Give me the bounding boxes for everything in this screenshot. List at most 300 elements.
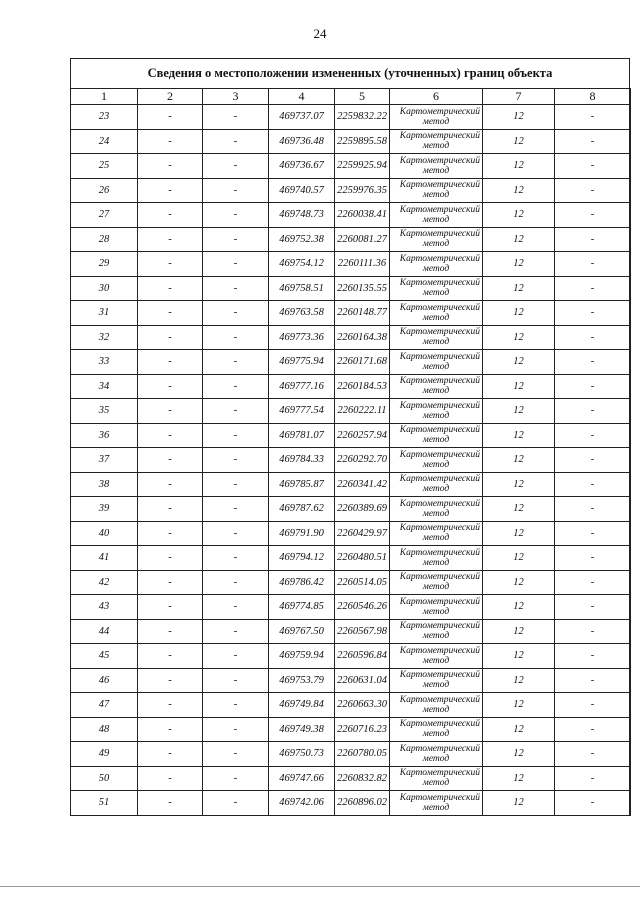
point-number-cell: 44 (71, 619, 138, 644)
column-header-1: 1 (71, 89, 138, 105)
method-line-1: Картометрический (399, 523, 480, 534)
method-line-2: метод (422, 582, 450, 593)
point-number-cell: 27 (71, 203, 138, 228)
column-2-cell: - (138, 105, 203, 130)
accuracy-cell: 12 (483, 129, 555, 154)
column-3-cell: - (203, 178, 269, 203)
column-8-cell: - (555, 717, 631, 742)
column-3-cell: - (203, 154, 269, 179)
column-3-cell: - (203, 595, 269, 620)
y-coordinate-cell: 2260148.77 (335, 301, 390, 326)
method-line-2: метод (422, 484, 450, 495)
method-line-2: метод (422, 312, 450, 323)
method-line-2: метод (422, 508, 450, 519)
point-number-cell: 31 (71, 301, 138, 326)
method-cell (390, 595, 483, 620)
column-2-cell: - (138, 791, 203, 816)
column-3-cell: - (203, 276, 269, 301)
method-line-2: метод (422, 778, 450, 789)
point-number-cell: 46 (71, 668, 138, 693)
column-8-cell: - (555, 301, 631, 326)
y-coordinate-cell: 2260896.02 (335, 791, 390, 816)
point-number-cell: 49 (71, 742, 138, 767)
point-number-cell: 25 (71, 154, 138, 179)
column-3-cell: - (203, 766, 269, 791)
column-8-cell: - (555, 325, 631, 350)
x-coordinate-cell: 469786.42 (269, 570, 335, 595)
method-line-2: метод (422, 557, 450, 568)
point-number-cell: 48 (71, 717, 138, 742)
method-line-1: Картометрический (399, 376, 480, 387)
method-line-1: Картометрический (399, 400, 480, 411)
column-8-cell: - (555, 423, 631, 448)
column-8-cell: - (555, 227, 631, 252)
column-header-6: 6 (390, 89, 483, 105)
method-line-1: Картометрический (399, 351, 480, 362)
table-row (71, 448, 631, 473)
accuracy-cell: 12 (483, 644, 555, 669)
method-line-2: метод (422, 680, 450, 691)
x-coordinate-cell: 469747.66 (269, 766, 335, 791)
method-cell (390, 693, 483, 718)
column-3-cell: - (203, 717, 269, 742)
x-coordinate-cell: 469753.79 (269, 668, 335, 693)
point-number-cell: 39 (71, 497, 138, 522)
column-2-cell: - (138, 644, 203, 669)
method-cell (390, 374, 483, 399)
point-number-cell: 50 (71, 766, 138, 791)
method-line-1: Картометрический (399, 547, 480, 558)
page-number: 24 (313, 26, 327, 41)
column-8-cell: - (555, 399, 631, 424)
method-line-1: Картометрический (399, 621, 480, 632)
y-coordinate-cell: 2260596.84 (335, 644, 390, 669)
method-line-1: Картометрический (399, 768, 480, 779)
method-cell (390, 742, 483, 767)
column-header-3: 3 (203, 89, 269, 105)
method-cell (390, 399, 483, 424)
column-3-cell: - (203, 791, 269, 816)
y-coordinate-cell: 2260780.05 (335, 742, 390, 767)
table-title: Сведения о местоположении измененных (уточненных) границ объекта (147, 66, 553, 80)
x-coordinate-cell: 469787.62 (269, 497, 335, 522)
method-line-1: Картометрический (399, 743, 480, 754)
method-line-2: метод (422, 655, 450, 666)
table-row (71, 423, 631, 448)
column-8-cell: - (555, 546, 631, 571)
method-line-1: Картометрический (399, 449, 480, 460)
method-line-1: Картометрический (399, 596, 480, 607)
y-coordinate-cell: 2260171.68 (335, 350, 390, 375)
column-2-cell: - (138, 252, 203, 277)
table-row (71, 742, 631, 767)
column-8-cell: - (555, 252, 631, 277)
method-line-2: метод (422, 533, 450, 544)
method-line-1: Картометрический (399, 131, 480, 142)
point-number-cell: 43 (71, 595, 138, 620)
column-3-cell: - (203, 472, 269, 497)
column-2-cell: - (138, 301, 203, 326)
column-3-cell: - (203, 619, 269, 644)
column-8-cell: - (555, 472, 631, 497)
column-8-cell: - (555, 570, 631, 595)
method-line-2: метод (422, 606, 450, 617)
method-cell (390, 325, 483, 350)
x-coordinate-cell: 469767.50 (269, 619, 335, 644)
column-2-cell: - (138, 178, 203, 203)
method-line-2: метод (422, 214, 450, 225)
method-line-2: метод (422, 802, 450, 813)
column-3-cell: - (203, 521, 269, 546)
column-3-cell: - (203, 399, 269, 424)
table-row (71, 595, 631, 620)
column-3-cell: - (203, 252, 269, 277)
point-number-cell: 23 (71, 105, 138, 130)
method-line-1: Картометрический (399, 498, 480, 509)
y-coordinate-cell: 2260546.26 (335, 595, 390, 620)
column-2-cell: - (138, 668, 203, 693)
x-coordinate-cell: 469773.36 (269, 325, 335, 350)
method-line-1: Картометрический (399, 425, 480, 436)
column-8-cell: - (555, 129, 631, 154)
method-cell (390, 276, 483, 301)
y-coordinate-cell: 2260111.36 (335, 252, 390, 277)
table-row (71, 301, 631, 326)
method-cell (390, 619, 483, 644)
table-row (71, 766, 631, 791)
method-line-2: метод (422, 435, 450, 446)
column-2-cell: - (138, 325, 203, 350)
method-cell (390, 178, 483, 203)
y-coordinate-cell: 2260341.42 (335, 472, 390, 497)
accuracy-cell: 12 (483, 693, 555, 718)
accuracy-cell: 12 (483, 521, 555, 546)
accuracy-cell: 12 (483, 448, 555, 473)
point-number-cell: 33 (71, 350, 138, 375)
accuracy-cell: 12 (483, 546, 555, 571)
table-row (71, 521, 631, 546)
x-coordinate-cell: 469785.87 (269, 472, 335, 497)
column-2-cell: - (138, 570, 203, 595)
y-coordinate-cell: 2260832.82 (335, 766, 390, 791)
x-coordinate-cell: 469775.94 (269, 350, 335, 375)
table-row (71, 644, 631, 669)
method-line-1: Картометрический (399, 719, 480, 730)
method-line-1: Картометрический (399, 792, 480, 803)
x-coordinate-cell: 469736.48 (269, 129, 335, 154)
method-cell (390, 203, 483, 228)
point-number-cell: 36 (71, 423, 138, 448)
table-row (71, 154, 631, 179)
accuracy-cell: 12 (483, 423, 555, 448)
accuracy-cell: 12 (483, 717, 555, 742)
y-coordinate-cell: 2260292.70 (335, 448, 390, 473)
method-cell (390, 521, 483, 546)
y-coordinate-cell: 2260081.27 (335, 227, 390, 252)
point-number-cell: 28 (71, 227, 138, 252)
point-number-cell: 29 (71, 252, 138, 277)
column-8-cell: - (555, 595, 631, 620)
x-coordinate-cell: 469791.90 (269, 521, 335, 546)
method-line-1: Картометрический (399, 155, 480, 166)
column-8-cell: - (555, 668, 631, 693)
y-coordinate-cell: 2260429.97 (335, 521, 390, 546)
column-2-cell: - (138, 497, 203, 522)
method-cell (390, 668, 483, 693)
accuracy-cell: 12 (483, 399, 555, 424)
y-coordinate-cell: 2260135.55 (335, 276, 390, 301)
method-cell (390, 350, 483, 375)
table-row (71, 105, 631, 130)
x-coordinate-cell: 469784.33 (269, 448, 335, 473)
accuracy-cell: 12 (483, 252, 555, 277)
column-2-cell: - (138, 766, 203, 791)
column-2-cell: - (138, 521, 203, 546)
column-3-cell: - (203, 693, 269, 718)
y-coordinate-cell: 2260514.05 (335, 570, 390, 595)
column-2-cell: - (138, 619, 203, 644)
point-number-cell: 40 (71, 521, 138, 546)
column-3-cell: - (203, 668, 269, 693)
method-line-2: метод (422, 141, 450, 152)
column-8-cell: - (555, 521, 631, 546)
method-line-1: Картометрический (399, 204, 480, 215)
table-row (71, 374, 631, 399)
column-8-cell: - (555, 791, 631, 816)
coordinates-table (70, 88, 631, 816)
method-line-2: метод (422, 729, 450, 740)
column-3-cell: - (203, 423, 269, 448)
x-coordinate-cell: 469794.12 (269, 546, 335, 571)
y-coordinate-cell: 2260663.30 (335, 693, 390, 718)
table-row (71, 252, 631, 277)
column-2-cell: - (138, 154, 203, 179)
method-line-2: метод (422, 410, 450, 421)
x-coordinate-cell: 469742.06 (269, 791, 335, 816)
x-coordinate-cell: 469750.73 (269, 742, 335, 767)
x-coordinate-cell: 469748.73 (269, 203, 335, 228)
column-2-cell: - (138, 742, 203, 767)
column-3-cell: - (203, 742, 269, 767)
column-2-cell: - (138, 595, 203, 620)
method-line-2: метод (422, 165, 450, 176)
column-3-cell: - (203, 129, 269, 154)
method-line-1: Картометрический (399, 278, 480, 289)
y-coordinate-cell: 2260184.53 (335, 374, 390, 399)
accuracy-cell: 12 (483, 325, 555, 350)
column-3-cell: - (203, 546, 269, 571)
x-coordinate-cell: 469736.67 (269, 154, 335, 179)
accuracy-cell: 12 (483, 105, 555, 130)
method-line-1: Картометрический (399, 645, 480, 656)
point-number-cell: 35 (71, 399, 138, 424)
table-row (71, 227, 631, 252)
column-3-cell: - (203, 448, 269, 473)
accuracy-cell: 12 (483, 178, 555, 203)
x-coordinate-cell: 469754.12 (269, 252, 335, 277)
column-3-cell: - (203, 350, 269, 375)
point-number-cell: 37 (71, 448, 138, 473)
column-8-cell: - (555, 154, 631, 179)
method-line-2: метод (422, 361, 450, 372)
x-coordinate-cell: 469759.94 (269, 644, 335, 669)
method-cell (390, 497, 483, 522)
method-line-2: метод (422, 239, 450, 250)
column-3-cell: - (203, 105, 269, 130)
point-number-cell: 34 (71, 374, 138, 399)
bottom-rule (0, 886, 640, 887)
y-coordinate-cell: 2260716.23 (335, 717, 390, 742)
table-row (71, 791, 631, 816)
accuracy-cell: 12 (483, 497, 555, 522)
method-line-1: Картометрический (399, 253, 480, 264)
accuracy-cell: 12 (483, 227, 555, 252)
table-row (71, 472, 631, 497)
column-2-cell: - (138, 203, 203, 228)
column-header-8: 8 (555, 89, 631, 105)
method-line-2: метод (422, 190, 450, 201)
column-2-cell: - (138, 227, 203, 252)
column-8-cell: - (555, 105, 631, 130)
method-line-2: метод (422, 704, 450, 715)
column-8-cell: - (555, 178, 631, 203)
method-cell (390, 472, 483, 497)
point-number-cell: 32 (71, 325, 138, 350)
table-row (71, 178, 631, 203)
method-line-2: метод (422, 288, 450, 299)
x-coordinate-cell: 469774.85 (269, 595, 335, 620)
method-cell (390, 129, 483, 154)
method-cell (390, 791, 483, 816)
accuracy-cell: 12 (483, 472, 555, 497)
y-coordinate-cell: 2260038.41 (335, 203, 390, 228)
column-2-cell: - (138, 374, 203, 399)
method-cell (390, 252, 483, 277)
table-row (71, 570, 631, 595)
accuracy-cell: 12 (483, 766, 555, 791)
point-number-cell: 24 (71, 129, 138, 154)
column-8-cell: - (555, 203, 631, 228)
method-line-1: Картометрический (399, 670, 480, 681)
column-3-cell: - (203, 227, 269, 252)
column-2-cell: - (138, 472, 203, 497)
method-line-2: метод (422, 386, 450, 397)
column-3-cell: - (203, 203, 269, 228)
method-cell (390, 448, 483, 473)
method-line-1: Картометрический (399, 106, 480, 117)
y-coordinate-cell: 2260389.69 (335, 497, 390, 522)
y-coordinate-cell: 2260631.04 (335, 668, 390, 693)
table-row (71, 325, 631, 350)
column-8-cell: - (555, 497, 631, 522)
table-row (71, 276, 631, 301)
table-row (71, 619, 631, 644)
column-header-4: 4 (269, 89, 335, 105)
x-coordinate-cell: 469758.51 (269, 276, 335, 301)
column-8-cell: - (555, 448, 631, 473)
accuracy-cell: 12 (483, 668, 555, 693)
table-row (71, 668, 631, 693)
column-2-cell: - (138, 546, 203, 571)
point-number-cell: 42 (71, 570, 138, 595)
method-cell (390, 227, 483, 252)
accuracy-cell: 12 (483, 301, 555, 326)
accuracy-cell: 12 (483, 203, 555, 228)
x-coordinate-cell: 469763.58 (269, 301, 335, 326)
x-coordinate-cell: 469752.38 (269, 227, 335, 252)
y-coordinate-cell: 2259895.58 (335, 129, 390, 154)
accuracy-cell: 12 (483, 374, 555, 399)
table-row (71, 717, 631, 742)
accuracy-cell: 12 (483, 154, 555, 179)
column-3-cell: - (203, 374, 269, 399)
column-2-cell: - (138, 129, 203, 154)
point-number-cell: 47 (71, 693, 138, 718)
x-coordinate-cell: 469749.38 (269, 717, 335, 742)
method-cell (390, 766, 483, 791)
column-header-5: 5 (335, 89, 390, 105)
method-line-2: метод (422, 631, 450, 642)
column-8-cell: - (555, 276, 631, 301)
table-row (71, 546, 631, 571)
accuracy-cell: 12 (483, 742, 555, 767)
column-header-2: 2 (138, 89, 203, 105)
y-coordinate-cell: 2259976.35 (335, 178, 390, 203)
method-line-1: Картометрический (399, 180, 480, 191)
x-coordinate-cell: 469777.54 (269, 399, 335, 424)
x-coordinate-cell: 469737.07 (269, 105, 335, 130)
point-number-cell: 26 (71, 178, 138, 203)
x-coordinate-cell: 469781.07 (269, 423, 335, 448)
column-2-cell: - (138, 717, 203, 742)
column-8-cell: - (555, 374, 631, 399)
accuracy-cell: 12 (483, 570, 555, 595)
table-header-row (71, 89, 631, 105)
column-2-cell: - (138, 693, 203, 718)
y-coordinate-cell: 2260164.38 (335, 325, 390, 350)
method-line-2: метод (422, 337, 450, 348)
method-cell (390, 717, 483, 742)
method-line-1: Картометрический (399, 302, 480, 313)
column-8-cell: - (555, 619, 631, 644)
accuracy-cell: 12 (483, 350, 555, 375)
point-number-cell: 45 (71, 644, 138, 669)
point-number-cell: 41 (71, 546, 138, 571)
point-number-cell: 51 (71, 791, 138, 816)
method-line-1: Картометрический (399, 694, 480, 705)
method-line-2: метод (422, 116, 450, 127)
column-3-cell: - (203, 570, 269, 595)
column-3-cell: - (203, 497, 269, 522)
y-coordinate-cell: 2259832.22 (335, 105, 390, 130)
column-8-cell: - (555, 644, 631, 669)
y-coordinate-cell: 2259925.94 (335, 154, 390, 179)
column-8-cell: - (555, 693, 631, 718)
method-line-1: Картометрический (399, 327, 480, 338)
x-coordinate-cell: 469749.84 (269, 693, 335, 718)
column-2-cell: - (138, 423, 203, 448)
method-line-2: метод (422, 459, 450, 470)
method-cell (390, 423, 483, 448)
column-2-cell: - (138, 350, 203, 375)
table-row (71, 399, 631, 424)
accuracy-cell: 12 (483, 791, 555, 816)
table-row (71, 129, 631, 154)
point-number-cell: 30 (71, 276, 138, 301)
method-line-1: Картометрический (399, 229, 480, 240)
method-cell (390, 301, 483, 326)
table-row (71, 203, 631, 228)
